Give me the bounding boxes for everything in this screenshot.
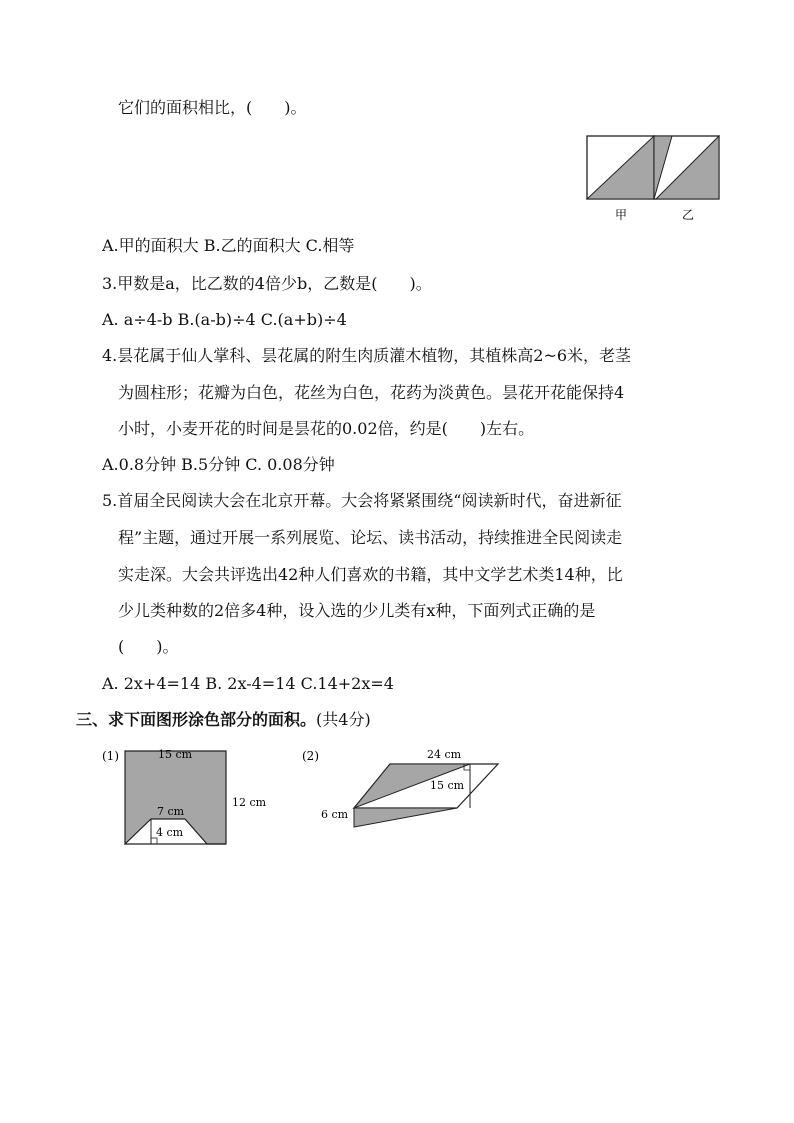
q2-compare-figure bbox=[584, 133, 724, 223]
q5-line-2: 程”主题，通过开展一系列展览、论坛、读书活动，持续推进全民阅读走 bbox=[118, 528, 623, 547]
q5-line-4: 少儿类种数的2倍多4种，设入选的少儿类有x种，下面列式正确的是 bbox=[118, 601, 596, 620]
figure-label-jia: 甲 bbox=[615, 208, 628, 222]
figure-1-label: (1) bbox=[102, 749, 119, 763]
q4-options: A.0.8分钟 B.5分钟 C. 0.08分钟 bbox=[102, 455, 335, 474]
q4-line-1: 4.昙花属于仙人掌科、昙花属的附生肉质灌木植物，其植株高2~6米，老茎 bbox=[102, 346, 632, 365]
figure-1-inner-height-label: 4 cm bbox=[156, 826, 184, 839]
figure-1-top-label: 15 cm bbox=[158, 748, 193, 761]
q5-line-5: ( )。 bbox=[118, 637, 179, 656]
q5-line-1: 5.首届全民阅读大会在北京开幕。大会将紧紧围绕“阅读新时代，奋进新征 bbox=[102, 491, 622, 510]
figure-2-top-label: 24 cm bbox=[427, 748, 462, 761]
section-3-heading bbox=[76, 710, 371, 730]
q2-stem-tail: 它们的面积相比，( )。 bbox=[118, 98, 307, 117]
q3-stem: 3.甲数是a，比乙数的4倍少b，乙数是( )。 bbox=[102, 274, 432, 293]
figure-1-inner-top-label: 7 cm bbox=[157, 805, 185, 818]
figure-2-label: (2) bbox=[302, 749, 319, 763]
q3-options: A. a÷4-b B.(a-b)÷4 C.(a+b)÷4 bbox=[102, 310, 347, 329]
q4-line-2: 为圆柱形；花瓣为白色，花丝为白色，花药为淡黄色。昙花开花能保持4 bbox=[118, 383, 625, 402]
figure-2-lower-shaded-strip bbox=[354, 808, 457, 827]
figure-2-left-label: 6 cm bbox=[321, 808, 349, 821]
section-3-score: (共4分) bbox=[316, 710, 371, 729]
q5-line-3: 实走深。大会共评选出42种人们喜欢的书籍，其中文学艺术类14种，比 bbox=[118, 565, 623, 584]
figure-1-right-label: 12 cm bbox=[232, 796, 267, 809]
figure-label-yi: 乙 bbox=[682, 208, 695, 222]
area-figure-2 bbox=[300, 744, 520, 839]
q2-options: A.甲的面积大 B.乙的面积大 C.相等 bbox=[102, 236, 355, 255]
figure-2-mid-label: 15 cm bbox=[430, 779, 465, 792]
section-3-title: 三、求下面图形涂色部分的面积。 bbox=[76, 710, 317, 729]
q5-options: A. 2x+4=14 B. 2x-4=14 C.14+2x=4 bbox=[102, 674, 394, 693]
area-figure-1 bbox=[100, 744, 290, 854]
q4-line-3: 小时，小麦开花的时间是昙花的0.02倍，约是( )左右。 bbox=[118, 419, 535, 438]
